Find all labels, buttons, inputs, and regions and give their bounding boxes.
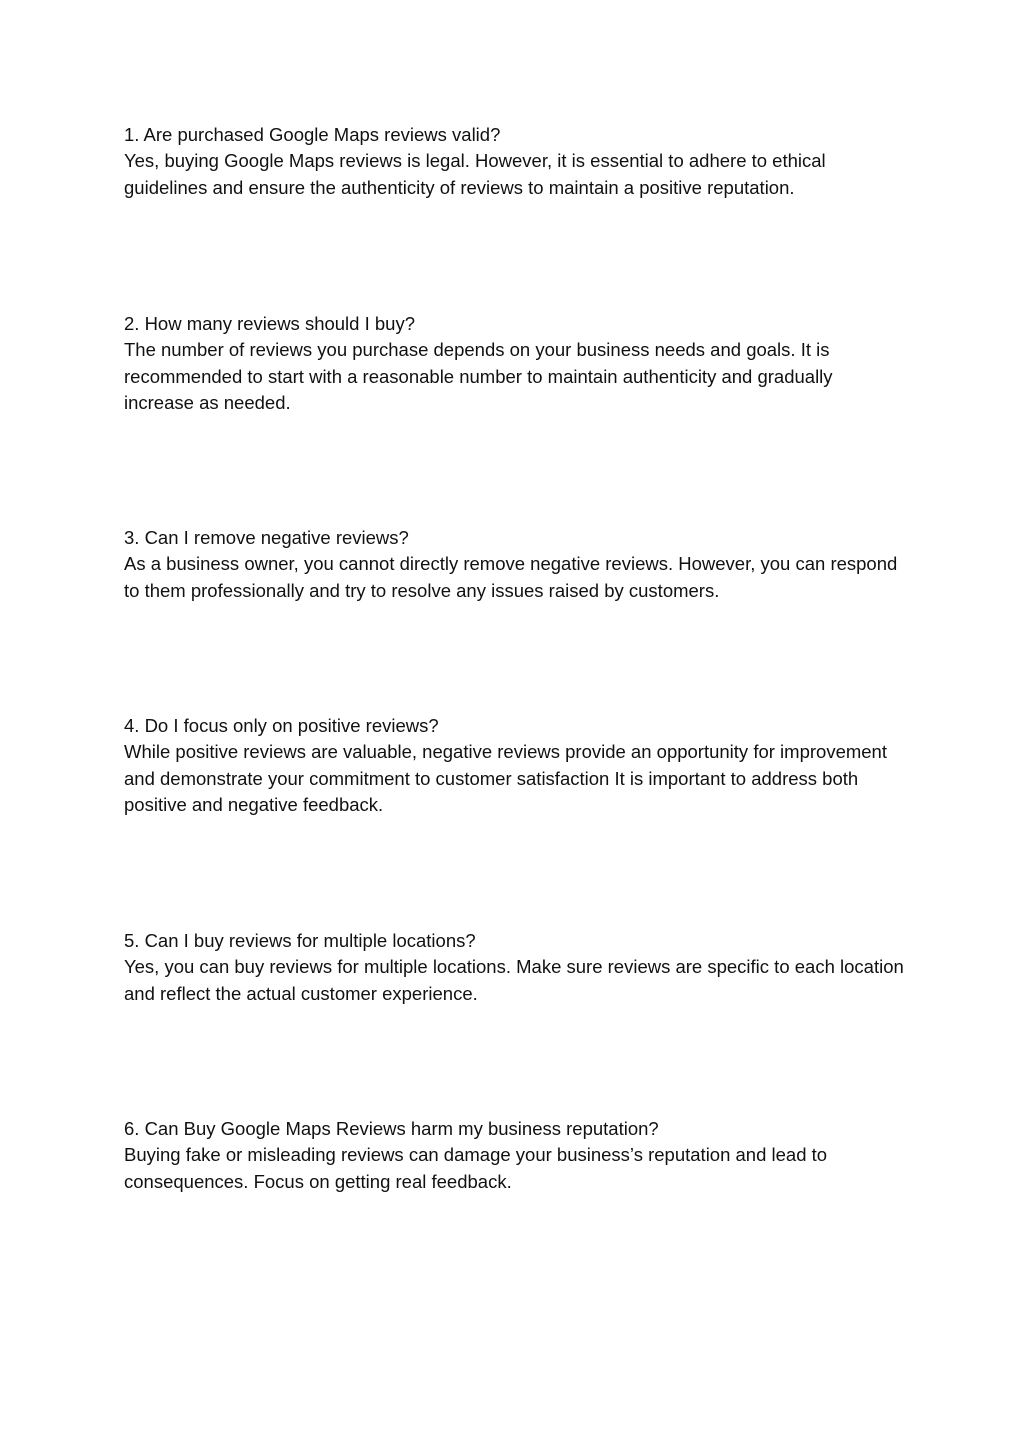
faq-answer: Yes, buying Google Maps reviews is legal. However, it is essential to adhere to ethical guidelines and ensure the authenticity of reviews to maintain a positive reputation. [124,150,826,198]
faq-question: 1. Are purchased Google Maps reviews valid? [124,124,501,145]
faq-item [124,928,904,1007]
faq-item [124,311,904,416]
faq-item [124,713,904,818]
faq-question: 5. Can I buy reviews for multiple locations? [124,930,476,951]
faq-question: 2. How many reviews should I buy? [124,313,415,334]
faq-question: 4. Do I focus only on positive reviews? [124,715,439,736]
faq-question: 3. Can I remove negative reviews? [124,527,409,548]
faq-answer: Yes, you can buy reviews for multiple locations. Make sure reviews are specific to each location and reflect the actual customer experience. [124,956,904,1004]
faq-item [124,122,904,201]
faq-item [124,525,904,604]
faq-answer: While positive reviews are valuable, negative reviews provide an opportunity for improvement and demonstrate your commitment to customer satisfaction It is important to address both positive and negative feedback. [124,741,887,815]
faq-answer: The number of reviews you purchase depends on your business needs and goals. It is recommended to start with a reasonable number to maintain authenticity and gradually increase as needed. [124,339,833,413]
faq-question: 6. Can Buy Google Maps Reviews harm my business reputation? [124,1118,659,1139]
faq-answer: Buying fake or misleading reviews can damage your business’s reputation and lead to consequences. Focus on getting real feedback. [124,1144,828,1192]
faq-answer: As a business owner, you cannot directly remove negative reviews. However, you can respond to them professionally and try to resolve any issues raised by customers. [124,553,898,601]
faq-item [124,1116,904,1195]
